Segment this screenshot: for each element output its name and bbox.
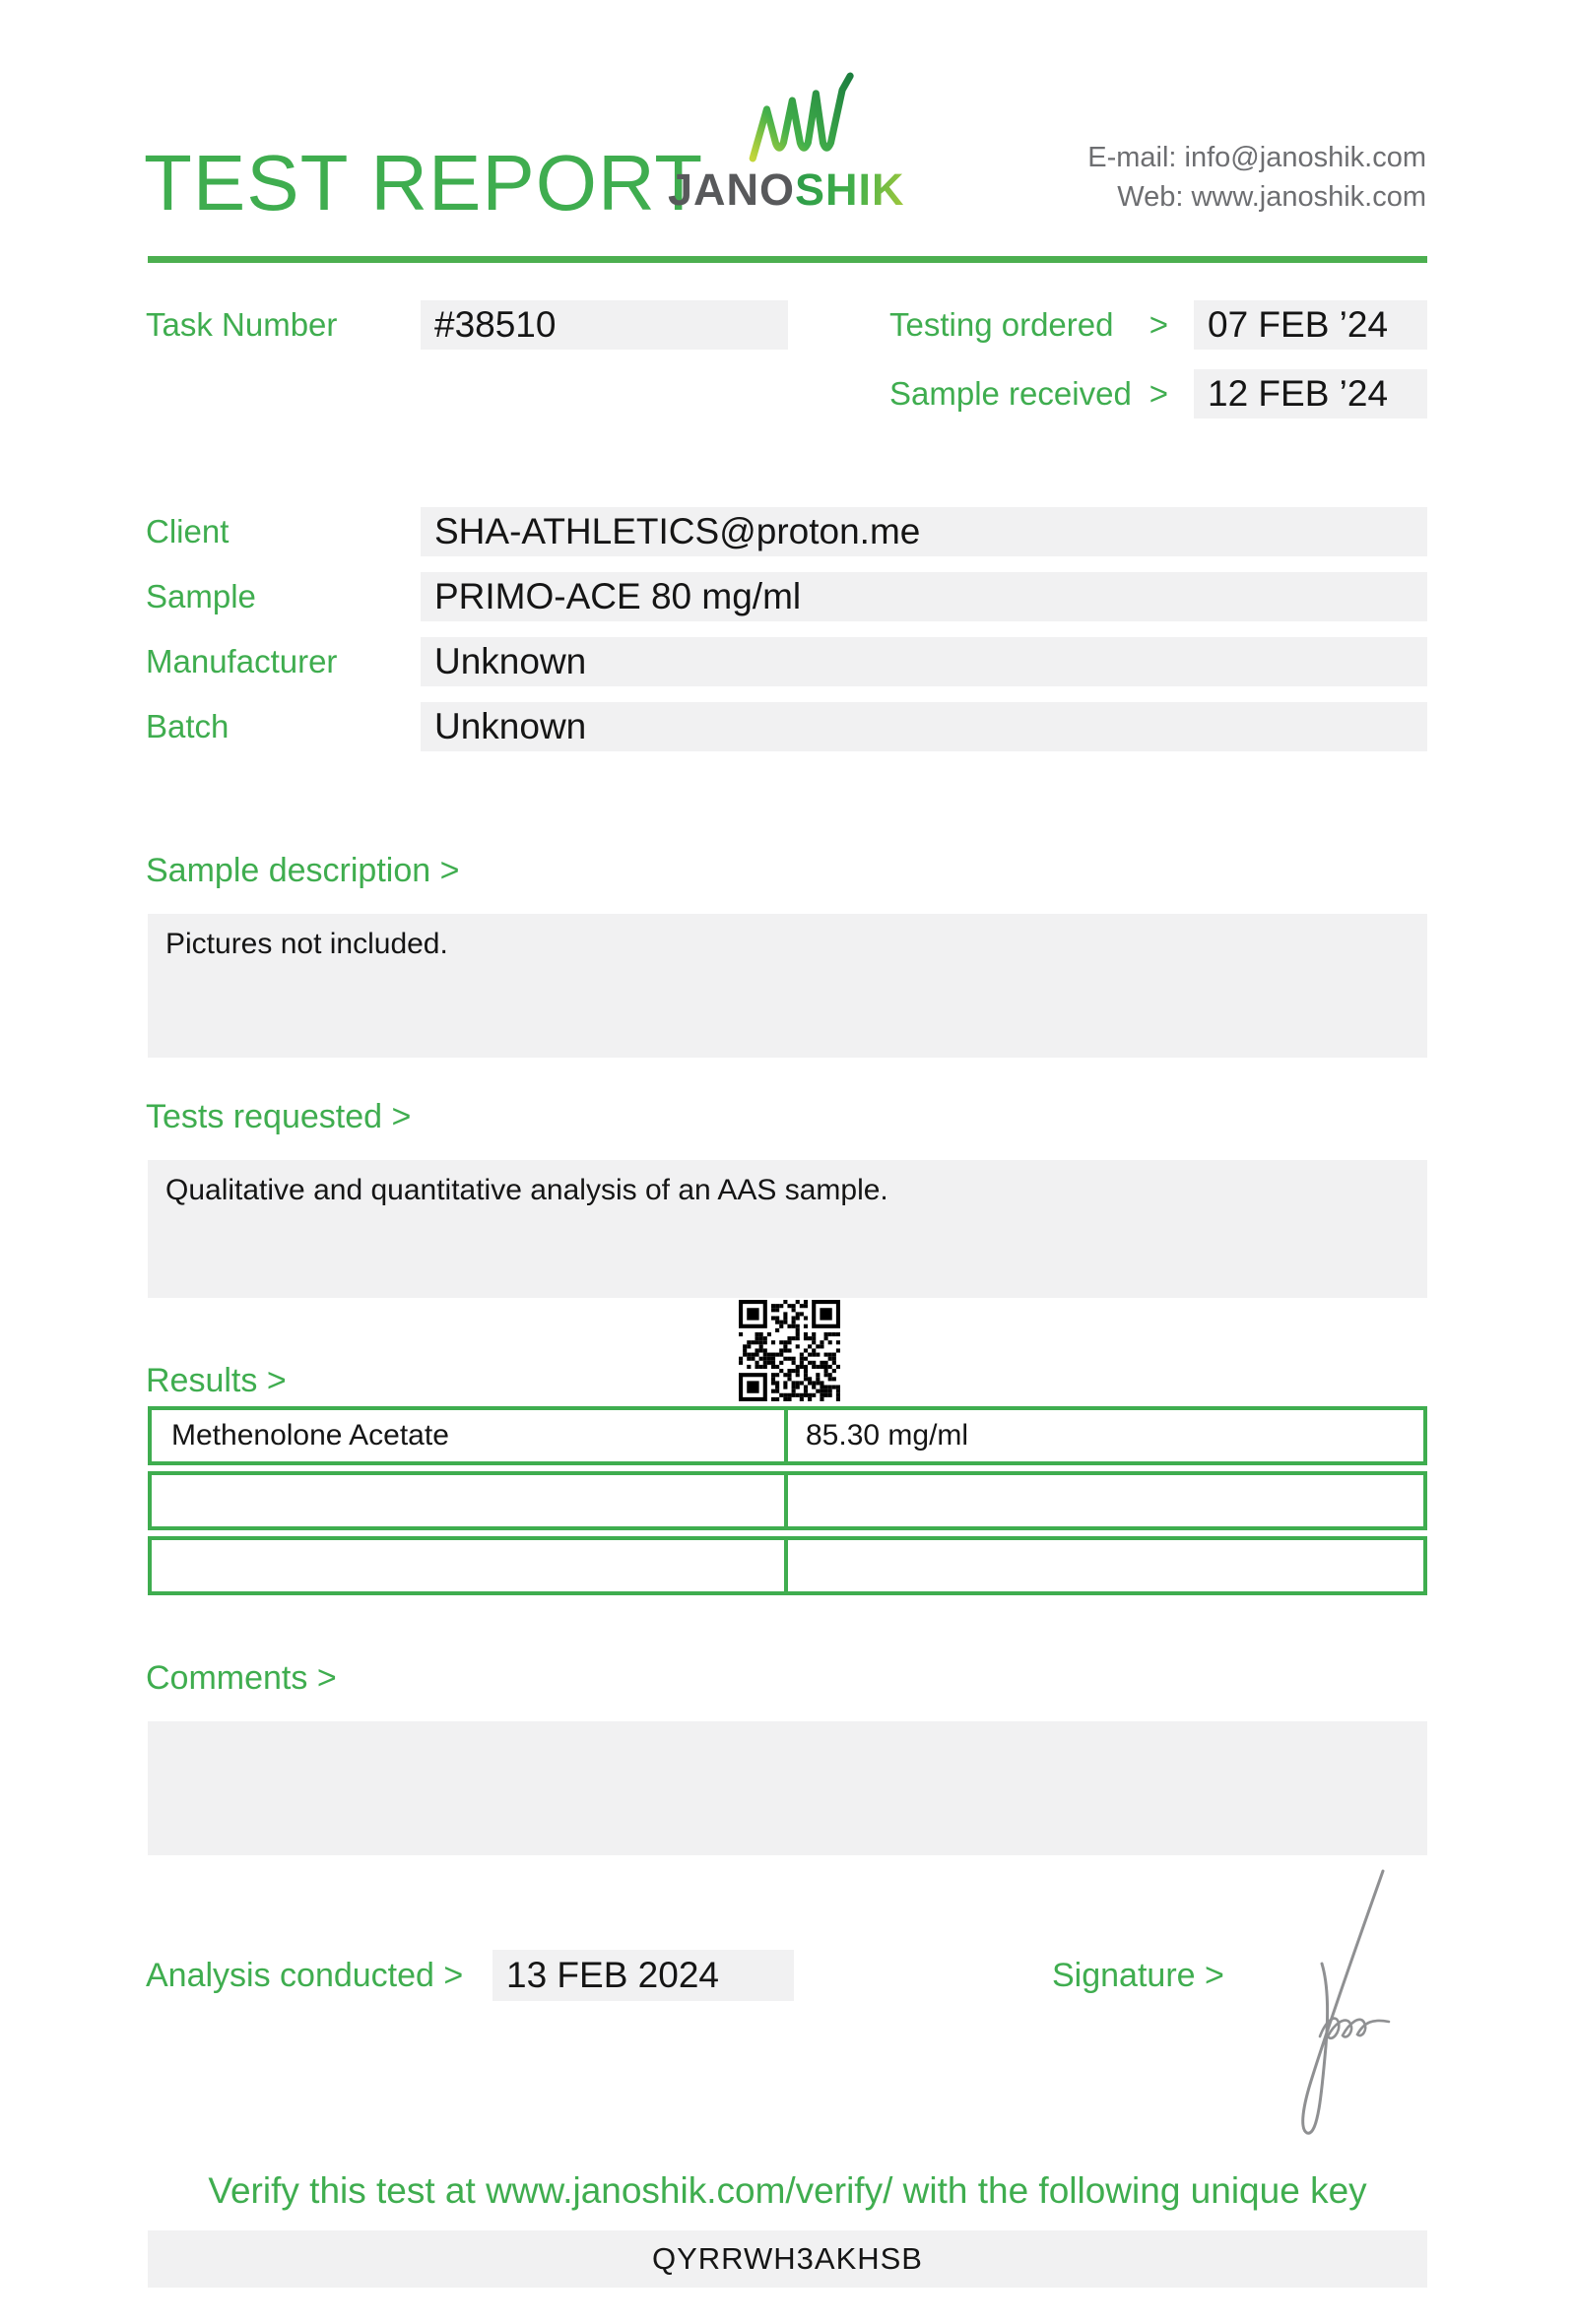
sample-value: PRIMO-ACE 80 mg/ml	[421, 572, 1427, 621]
testing-ordered-text: Testing ordered	[889, 306, 1114, 343]
batch-value: Unknown	[421, 702, 1427, 751]
contact-info	[1087, 138, 1426, 217]
manufacturer-value: Unknown	[421, 637, 1427, 686]
results-row	[148, 1536, 1427, 1595]
tests-requested-heading: Tests requested >	[146, 1098, 412, 1135]
result-concentration: 85.30 mg/ml	[806, 1419, 969, 1452]
result-substance: Methenolone Acetate	[152, 1410, 788, 1461]
contact-email: E-mail: info@janoshik.com	[1087, 142, 1426, 173]
signature-image	[1263, 1853, 1420, 2149]
results-row	[148, 1406, 1427, 1465]
page-title: TEST REPORT	[144, 139, 704, 226]
sample-label: Sample	[146, 578, 256, 614]
header-divider	[148, 256, 1427, 263]
manufacturer-label: Manufacturer	[146, 643, 338, 679]
task-number-value: #38510	[421, 300, 788, 350]
comments-heading: Comments >	[146, 1659, 337, 1697]
unique-key: QYRRWH3AKHSB	[148, 2230, 1427, 2288]
result-substance	[152, 1475, 788, 1526]
task-number-label: Task Number	[146, 306, 338, 343]
verify-instruction: Verify this test at www.janoshik.com/verify/ with the following unique key	[208, 2170, 1367, 2211]
sample-description-panel: Pictures not included.	[148, 914, 1427, 1058]
client-value: SHA-ATHLETICS@proton.me	[421, 507, 1427, 556]
janoshik-logo-icon	[742, 69, 864, 165]
result-concentration	[788, 1540, 1423, 1591]
logo-shik: SHIK	[795, 164, 905, 215]
client-label: Client	[146, 513, 230, 549]
qr-code	[739, 1300, 840, 1401]
result-concentration	[788, 1475, 1423, 1526]
results-heading: Results >	[146, 1362, 287, 1399]
sample-received-arrow: >	[1149, 375, 1168, 412]
sample-description-heading: Sample description >	[146, 852, 460, 889]
tests-requested-panel: Qualitative and quantitative analysis of an AAS sample.	[148, 1160, 1427, 1298]
result-substance	[152, 1540, 788, 1591]
analysis-conducted-value: 13 FEB 2024	[492, 1950, 794, 2001]
testing-ordered-arrow: >	[1149, 306, 1168, 343]
signature-label: Signature >	[1052, 1957, 1224, 1994]
testing-ordered-label	[889, 300, 1168, 350]
janoshik-logo-text	[668, 164, 905, 215]
sample-received-value: 12 FEB ’24	[1194, 369, 1427, 419]
sample-received-label	[889, 369, 1168, 419]
batch-label: Batch	[146, 708, 230, 744]
results-row	[148, 1471, 1427, 1530]
results-table	[148, 1406, 1427, 1601]
comments-panel	[148, 1721, 1427, 1855]
logo-jano: JANO	[668, 164, 796, 215]
contact-web: Web: www.janoshik.com	[1117, 181, 1426, 213]
sample-received-text: Sample received	[889, 375, 1132, 412]
testing-ordered-value: 07 FEB ’24	[1194, 300, 1427, 350]
analysis-conducted-label: Analysis conducted >	[146, 1957, 464, 1994]
